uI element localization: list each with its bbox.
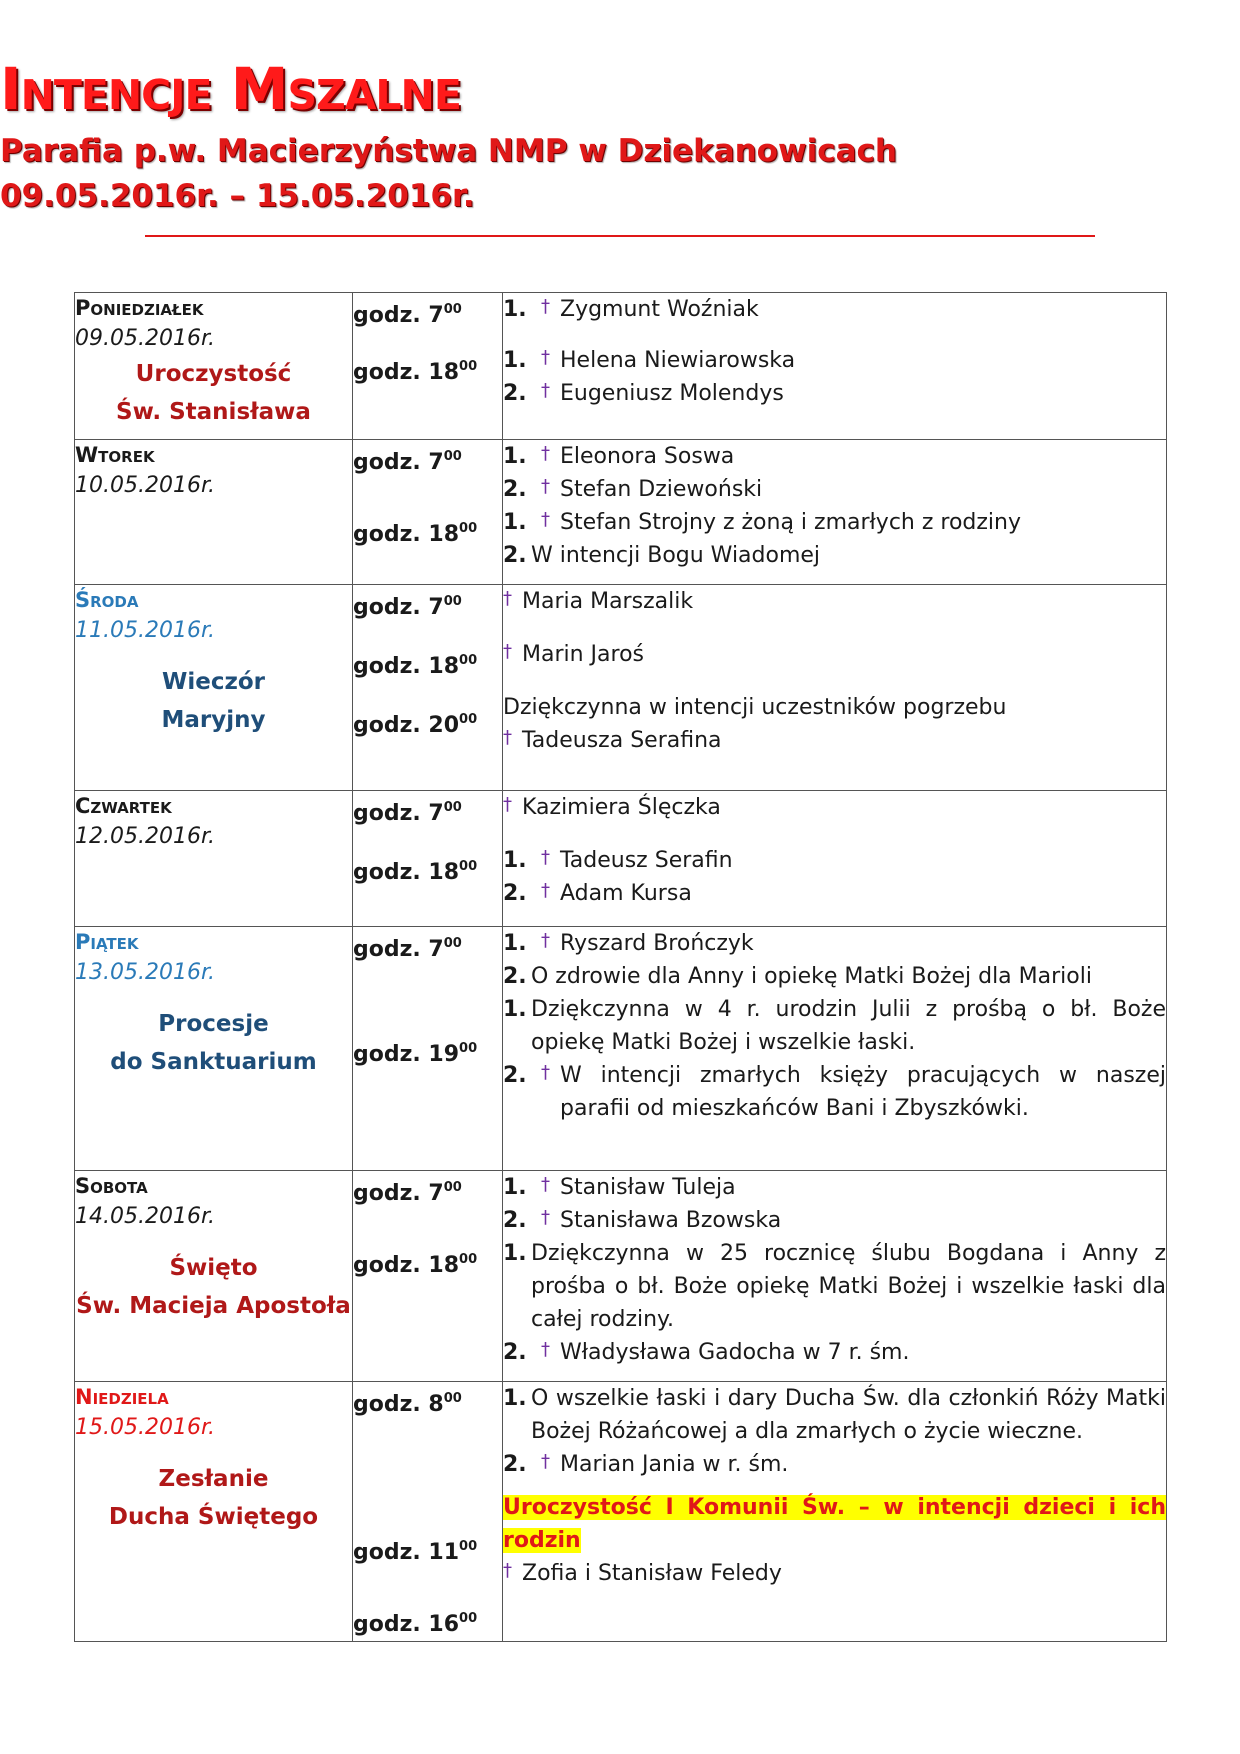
cross-icon: † <box>503 727 512 748</box>
mass-time <box>353 512 502 551</box>
feast-line: Święto <box>169 1255 258 1281</box>
item-number: 2. <box>503 881 527 906</box>
page-title: Intencje Mszalne <box>0 55 461 123</box>
intention-text: Maria Marszalik <box>522 589 694 614</box>
day-date: 12.05.2016r. <box>75 824 215 849</box>
cross-icon: † <box>503 588 512 609</box>
intention-text: Zygmunt Woźniak <box>560 297 759 322</box>
time-spacer <box>353 389 502 422</box>
intention-group <box>503 844 1166 910</box>
day-date: 13.05.2016r. <box>75 960 215 985</box>
day-cell <box>75 293 353 440</box>
time-spacer <box>353 1071 502 1170</box>
mass-time <box>353 791 502 830</box>
day-name: Niedziela <box>75 1385 169 1409</box>
mass-time <box>353 927 502 966</box>
feast-line: do Sanktuarium <box>110 1049 317 1075</box>
intention-text: Władysława Gadocha w 7 r. śm. <box>560 1340 910 1365</box>
day-name: Czwartek <box>75 794 172 818</box>
day-date: 14.05.2016r. <box>75 1204 215 1229</box>
cross-icon: † <box>541 1062 550 1083</box>
item-number: 2. <box>503 477 527 502</box>
intention-item <box>503 1382 1166 1448</box>
mass-time <box>353 850 502 889</box>
time-minutes: 00 <box>459 859 478 874</box>
feast-name <box>75 355 352 431</box>
time-spacer <box>353 551 502 584</box>
cross-icon: † <box>541 296 550 317</box>
time-minutes: 00 <box>443 594 462 609</box>
time-hour: godz. 8 <box>353 1392 444 1417</box>
intentions-cell <box>503 791 1167 927</box>
intention-item <box>503 1204 1166 1237</box>
date-range: 09.05.2016r. – 15.05.2016r. <box>0 178 475 214</box>
item-number: 1. <box>503 444 527 469</box>
day-date: 11.05.2016r. <box>75 618 215 643</box>
feast-name <box>75 1005 352 1081</box>
time-minutes: 00 <box>459 712 478 727</box>
cross-icon: † <box>541 476 550 497</box>
intention-text: O wszelkie łaski i dary Ducha Św. dla członkiń Róży Matki Bożej Różańcowej a dla zmarłych o życie wieczne. <box>531 1386 1166 1444</box>
intention-group <box>503 993 1166 1125</box>
mass-time <box>353 440 502 479</box>
cross-icon: † <box>541 1174 550 1195</box>
day-cell <box>75 1171 353 1382</box>
intention-item <box>503 960 1166 993</box>
time-minutes: 00 <box>459 521 478 536</box>
cross-icon: † <box>541 1207 550 1228</box>
day-row <box>75 585 1167 791</box>
time-cell <box>353 293 503 440</box>
intention-item <box>503 1059 1166 1125</box>
intention-text: Dziękczynna w 4 r. urodzin Julii z prośbą o bł. Boże opiekę Matki Bożej i wszelkie łaski. <box>531 997 1166 1055</box>
item-number: 1. <box>503 997 527 1022</box>
cross-icon: † <box>541 1339 550 1360</box>
intention-item <box>503 724 1166 757</box>
item-number: 1. <box>503 510 527 535</box>
day-row <box>75 1382 1167 1642</box>
time-minutes: 00 <box>459 1611 478 1626</box>
time-hour: godz. 11 <box>353 1540 460 1565</box>
intention-item <box>503 1171 1166 1204</box>
intention-group <box>503 638 1166 671</box>
intention-item <box>503 440 1166 473</box>
time-minutes: 00 <box>443 800 462 815</box>
mass-time <box>353 1382 502 1421</box>
mass-time <box>353 1243 502 1282</box>
day-row <box>75 293 1167 440</box>
intention-text: Ryszard Brończyk <box>560 931 754 956</box>
feast-line: Uroczystość <box>135 361 292 387</box>
cross-icon: † <box>541 847 550 868</box>
time-minutes: 00 <box>443 1180 462 1195</box>
intention-text: Stefan Dziewoński <box>560 477 763 502</box>
time-minutes: 00 <box>443 936 462 951</box>
time-hour: godz. 7 <box>353 303 444 328</box>
intention-text: O zdrowie dla Anny i opiekę Matki Bożej dla Marioli <box>531 964 1092 989</box>
intention-item <box>503 691 1166 724</box>
mass-time <box>353 1530 502 1569</box>
intention-item <box>503 377 1166 410</box>
time-cell <box>353 791 503 927</box>
item-number: 2. <box>503 543 527 568</box>
item-number: 1. <box>503 1386 527 1411</box>
time-hour: godz. 18 <box>353 860 460 885</box>
intention-text: Marian Jania w r. śm. <box>560 1452 789 1477</box>
intention-group <box>503 1382 1166 1481</box>
feast-name <box>75 663 352 739</box>
intentions-cell <box>503 1171 1167 1382</box>
intention-group <box>503 293 1166 326</box>
intention-item <box>503 1448 1166 1481</box>
time-spacer <box>353 966 502 1032</box>
intention-group <box>503 1237 1166 1369</box>
day-date: 10.05.2016r. <box>75 473 215 498</box>
intention-text: Dziękczynna w intencji uczestników pogrzebu <box>503 695 1007 720</box>
item-number: 1. <box>503 931 527 956</box>
intention-text: Eugeniusz Molendys <box>560 381 784 406</box>
time-spacer <box>353 479 502 512</box>
item-number: 1. <box>503 1241 527 1266</box>
cross-icon: † <box>541 380 550 401</box>
mass-time <box>353 585 502 624</box>
mass-time <box>353 293 502 332</box>
intention-item <box>503 993 1166 1059</box>
cross-icon: † <box>503 1560 512 1581</box>
time-hour: godz. 7 <box>353 595 444 620</box>
cross-icon: † <box>503 794 512 815</box>
intention-item <box>503 585 1166 618</box>
time-hour: godz. 18 <box>353 654 460 679</box>
item-number: 2. <box>503 964 527 989</box>
cross-icon: † <box>541 347 550 368</box>
day-cell <box>75 585 353 791</box>
cross-icon: † <box>503 641 512 662</box>
time-cell <box>353 927 503 1171</box>
intention-item <box>503 344 1166 377</box>
intention-group <box>503 585 1166 618</box>
intention-group <box>503 440 1166 506</box>
intention-text: Stanisław Tuleja <box>560 1175 736 1200</box>
intention-text: Tadeusz Serafin <box>560 848 733 873</box>
intentions-cell <box>503 585 1167 791</box>
time-minutes: 00 <box>443 302 462 317</box>
intention-item <box>503 877 1166 910</box>
mass-time <box>353 703 502 742</box>
day-cell <box>75 440 353 585</box>
cross-icon: † <box>541 930 550 951</box>
time-spacer <box>353 1282 502 1381</box>
cross-icon: † <box>541 1451 550 1472</box>
time-hour: godz. 16 <box>353 1612 460 1637</box>
intentions-cell <box>503 1382 1167 1642</box>
time-cell <box>353 1382 503 1642</box>
intention-text: Stanisława Bzowska <box>560 1208 782 1233</box>
title-divider <box>145 235 1095 237</box>
feast-line: Zesłanie <box>158 1466 269 1492</box>
time-spacer <box>353 742 502 775</box>
time-spacer <box>353 1569 502 1602</box>
feast-line: Ducha Świętego <box>108 1504 319 1530</box>
time-hour: godz. 18 <box>353 522 460 547</box>
time-spacer <box>353 1421 502 1520</box>
intentions-cell <box>503 927 1167 1171</box>
day-row <box>75 440 1167 585</box>
feast-line: Św. Macieja Apostoła <box>76 1293 351 1319</box>
time-minutes: 00 <box>459 653 478 668</box>
intention-text: Stefan Strojny z żoną i zmarłych z rodziny <box>560 510 1022 535</box>
intention-item <box>503 1336 1166 1369</box>
cross-icon: † <box>541 443 550 464</box>
day-name: Środa <box>75 588 139 612</box>
time-cell <box>353 1171 503 1382</box>
intention-item <box>503 638 1166 671</box>
highlighted-intention: Uroczystość I Komunii Św. – w intencji dzieci i ich rodzin <box>503 1495 1166 1553</box>
time-hour: godz. 18 <box>353 1253 460 1278</box>
intention-item <box>503 1491 1166 1557</box>
intentions-cell <box>503 440 1167 585</box>
mass-time <box>353 1602 502 1641</box>
intention-item <box>503 1557 1166 1590</box>
intention-text: Tadeusza Serafina <box>522 728 722 753</box>
time-hour: godz. 19 <box>353 1042 460 1067</box>
time-minutes: 00 <box>459 1041 478 1056</box>
feast-name <box>75 1249 352 1325</box>
intention-group <box>503 344 1166 410</box>
intention-text: W intencji Bogu Wiadomej <box>531 543 821 568</box>
time-hour: godz. 7 <box>353 1181 444 1206</box>
item-number: 1. <box>503 848 527 873</box>
item-number: 1. <box>503 297 527 322</box>
day-name: Piątek <box>75 930 139 954</box>
intention-group <box>503 1171 1166 1237</box>
intention-group <box>503 1491 1166 1557</box>
item-number: 1. <box>503 1175 527 1200</box>
time-hour: godz. 20 <box>353 713 460 738</box>
day-name: Sobota <box>75 1174 148 1198</box>
day-name: Poniedziałek <box>75 296 204 320</box>
feast-name <box>75 1460 352 1536</box>
time-minutes: 00 <box>443 449 462 464</box>
intention-text: Helena Niewiarowska <box>560 348 796 373</box>
feast-line: Wieczór <box>161 669 266 695</box>
intention-text: Marin Jaroś <box>522 642 645 667</box>
intention-text: Adam Kursa <box>560 881 692 906</box>
day-row <box>75 791 1167 927</box>
day-date: 15.05.2016r. <box>75 1415 215 1440</box>
intention-item <box>503 293 1166 326</box>
intention-item <box>503 539 1166 572</box>
intention-text: W intencji zmarłych księży pracujących w naszej parafii od mieszkańców Bani i Zbyszkówki. <box>560 1063 1166 1121</box>
time-hour: godz. 7 <box>353 937 444 962</box>
feast-line: Maryjny <box>161 707 266 733</box>
day-name: Wtorek <box>75 443 155 467</box>
time-hour: godz. 18 <box>353 360 460 385</box>
mass-time <box>353 644 502 683</box>
time-cell <box>353 585 503 791</box>
intention-item <box>503 844 1166 877</box>
time-spacer <box>353 889 502 922</box>
time-hour: godz. 7 <box>353 801 444 826</box>
item-number: 2. <box>503 1452 527 1477</box>
mass-time <box>353 1032 502 1071</box>
intention-text: Zofia i Stanisław Feledy <box>522 1561 782 1586</box>
time-minutes: 00 <box>443 1391 462 1406</box>
time-hour: godz. 7 <box>353 450 444 475</box>
item-number: 2. <box>503 381 527 406</box>
intention-text: Eleonora Soswa <box>560 444 735 469</box>
time-cell <box>353 440 503 585</box>
feast-line: Procesje <box>158 1011 269 1037</box>
item-number: 1. <box>503 348 527 373</box>
item-number: 2. <box>503 1340 527 1365</box>
day-cell <box>75 791 353 927</box>
item-number: 2. <box>503 1063 527 1088</box>
day-cell <box>75 1382 353 1642</box>
day-date: 09.05.2016r. <box>75 326 215 351</box>
intentions-cell <box>503 293 1167 440</box>
mass-intentions-table <box>74 292 1167 1642</box>
intention-item <box>503 506 1166 539</box>
intention-group <box>503 691 1166 757</box>
day-cell <box>75 927 353 1171</box>
time-minutes: 00 <box>459 1539 478 1554</box>
day-row <box>75 927 1167 1171</box>
intention-item <box>503 927 1166 960</box>
item-number: 2. <box>503 1208 527 1233</box>
time-spacer <box>353 1210 502 1243</box>
intention-item <box>503 791 1166 824</box>
intention-group <box>503 1557 1166 1590</box>
parish-subtitle: Parafia p.w. Macierzyństwa NMP w Dziekanowicach <box>0 133 897 169</box>
feast-line: Św. Stanisława <box>116 399 311 425</box>
intention-text <box>503 1491 1166 1557</box>
intention-group <box>503 791 1166 824</box>
intention-group <box>503 506 1166 572</box>
intention-item <box>503 473 1166 506</box>
intention-text: Dziękczynna w 25 rocznicę ślubu Bogdana i Anny z prośba o bł. Boże opiekę Matki Bożej i wszelkie łaski dla całej rodziny. <box>531 1241 1166 1332</box>
intention-group <box>503 927 1166 993</box>
cross-icon: † <box>541 509 550 530</box>
intention-text: Kazimiera Ślęczka <box>522 795 721 820</box>
cross-icon: † <box>541 880 550 901</box>
time-minutes: 00 <box>459 1252 478 1267</box>
day-row <box>75 1171 1167 1382</box>
intention-item <box>503 1237 1166 1336</box>
mass-time <box>353 350 502 389</box>
time-minutes: 00 <box>459 359 478 374</box>
mass-time <box>353 1171 502 1210</box>
